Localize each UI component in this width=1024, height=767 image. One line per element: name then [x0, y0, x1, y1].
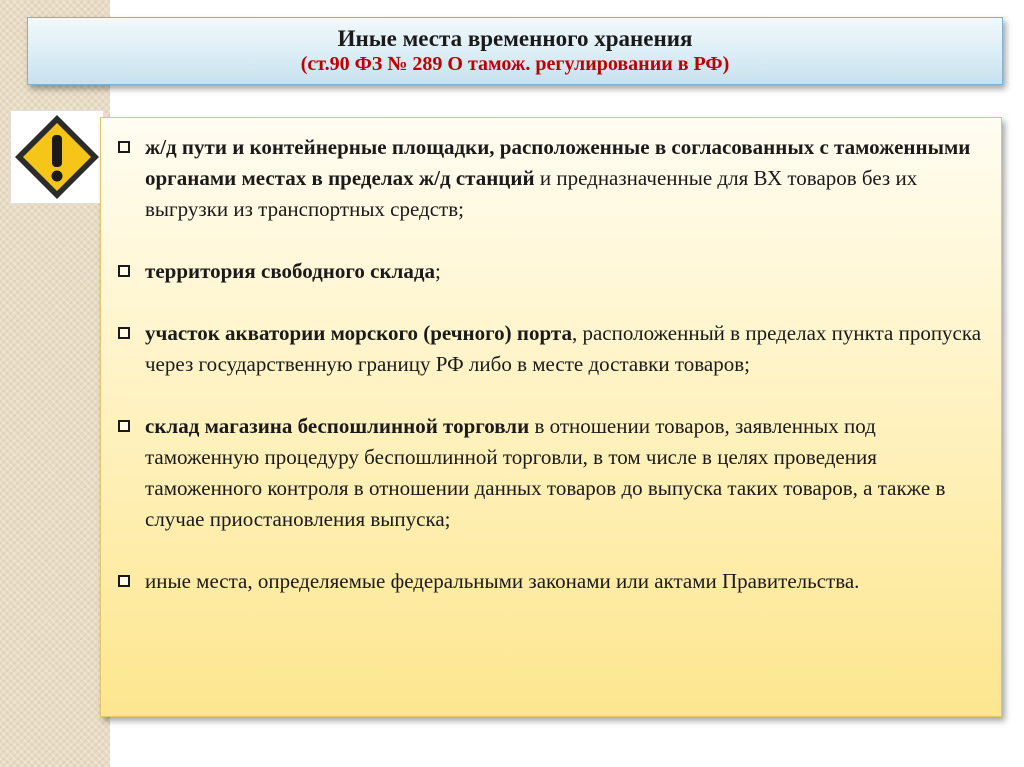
title-banner	[27, 17, 1003, 85]
list-item	[118, 318, 990, 380]
item-bold-text: склад магазина беспошлинной торговли	[145, 414, 530, 438]
item-text: иные места, определяемые федеральными законами или актами Правительства.	[145, 569, 860, 593]
bullet-list	[118, 132, 990, 628]
list-item	[118, 566, 990, 597]
checkbox-bullet-icon	[118, 420, 130, 432]
item-bold-text: территория свободного склада	[145, 259, 435, 283]
checkbox-bullet-icon	[118, 265, 130, 277]
item-text: и предназначенные для ВХ товаров без их выгрузки из транспортных средств;	[145, 166, 918, 221]
list-item	[118, 256, 990, 287]
warning-image	[10, 110, 104, 204]
checkbox-bullet-icon	[118, 575, 130, 587]
list-item	[118, 132, 990, 225]
slide-subtitle: (ст.90 ФЗ № 289 О тамож. регулировании в РФ)	[300, 53, 730, 75]
slide-title: Иные места временного хранения	[337, 26, 693, 51]
list-item	[118, 411, 990, 535]
item-text: в отношении товаров, заявленных под таможенную процедуру беспошлинной торговли, в том числе в целях проведения таможенного контроля в отношении данных товаров до выпуска таких товаров, а также в случае приостановления выпуска;	[145, 414, 946, 531]
checkbox-bullet-icon	[118, 327, 130, 339]
item-bold-text: ж/д пути и контейнерные площадки, расположенные в согласованных с таможенными органами местах в пределах ж/д станций	[145, 135, 971, 190]
item-bold-text: участок акватории морского (речного) порта	[145, 321, 572, 345]
checkbox-bullet-icon	[118, 141, 130, 153]
item-text: , расположенный в пределах пункта пропуска через государственную границу РФ либо в месте доставки товаров;	[145, 321, 982, 376]
content-panel	[100, 117, 1002, 717]
warning-sign-icon	[11, 111, 103, 203]
item-text: ;	[434, 259, 441, 283]
